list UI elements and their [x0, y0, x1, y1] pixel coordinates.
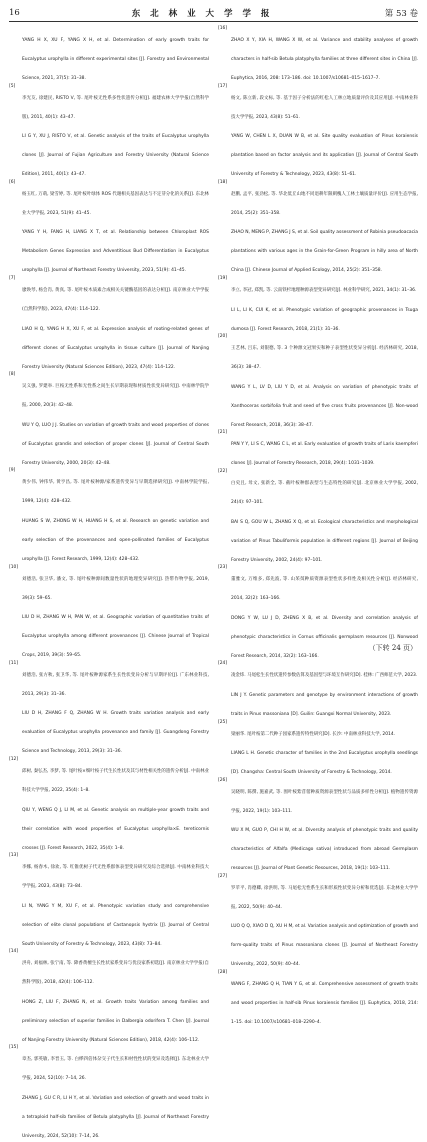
reference-entry — [9, 26, 209, 83]
reference-number: [7] — [9, 275, 16, 281]
reference-text: 章杰, 郭英敏, 李晋玉, 等. 白桦四倍体杂交子代生长和材性性状的变异及选择[J]. 东北林业大学学报, 2024, 52(10): 7–14, 26. — [22, 1057, 209, 1082]
reference-entry — [9, 315, 209, 372]
reference-number: [10] — [9, 564, 19, 570]
reference-entry — [218, 874, 418, 912]
reference-number: [27] — [218, 873, 228, 879]
reference-number: [11] — [9, 660, 19, 666]
reference-entry — [9, 603, 209, 660]
reference-number: [26] — [218, 777, 228, 783]
reference-text: 赵鹏, 孟平, 张劲松, 等. 华北低丘山地不同退耕年限刺槐人工林土壤质量评价[J]. 应用生态学报, 2014, 25(2): 351–358. — [231, 191, 418, 216]
reference-number: [23] — [218, 565, 228, 571]
reference-entry — [218, 739, 418, 777]
reference-entry — [9, 507, 209, 564]
reference-number: [5] — [9, 83, 16, 89]
reference-number: [14] — [9, 949, 19, 955]
reference-text: WANG Y L, LV D, LIU Y D, et al. Analysis on variation of phenotypic traits of Xanthoceras sorbifolia fruit and seed of five cross fruits provenances [J]. Non-wood Forest Research, 2018, 36(3): 38–47. — [231, 384, 418, 428]
reference-number: [20] — [218, 334, 228, 340]
reference-entry — [218, 26, 418, 83]
reference-number: [12] — [9, 756, 19, 762]
reference-entry — [9, 699, 209, 756]
reference-number: [17] — [218, 83, 228, 89]
reference-entry — [9, 411, 209, 468]
reference-entry — [218, 296, 418, 334]
continued-note: （下转 24 页） — [368, 644, 417, 652]
reference-entry — [218, 276, 418, 295]
reference-text: ZHANG J, GU C R, LI H Y, et al. Variation and selection of growth and wood traits in a tetraploid half-sib families of Betula platyphylla [J]. Journal of Northeast Forestry University, 2024, 52(10): 7–14, 26. — [22, 1096, 209, 1140]
reference-entry — [218, 122, 418, 179]
reference-number: [24] — [218, 661, 228, 667]
reference-text: ZHAO N, MENG P, ZHANG J S, et al. Soil quality assessment of Robinia pseudoacacia plantations with various ages in the Grain-for-Green Program in hilly area of North China [J]. Chinese Journal of Applied Ecology, 2014, 25(2): 351–358. — [231, 230, 418, 274]
reference-text: HONG Z, LIU F, ZHANG N, et al. Growth traits Variation among families and preliminary selection of superior families in Dalbergia odorifera T. Chen [J]. Journal of Nanjing Forestry University (Natural Sciences Edition), 2018, 42(4): 106–112. — [22, 999, 209, 1043]
reference-entry — [218, 469, 418, 507]
reference-text: YANG H X, XU F, YANG X H, et al. Determination of early growth traits for Eucalyptus urophylla in different experimental sites [J]. Forestry and Environmental Science, 2021, 37(5): 31–38. — [22, 38, 209, 81]
reference-text: 吴晓明, 陈撰, 施嘉武, 等. 围叶桉紫苜蓿种质资源表型性状与品质多样性分析[J]. 植物遗传资源学报, 2022, 19(1): 103–111. — [231, 789, 418, 814]
reference-text: 白史且, 母文, 张新全, 等. 截叶桉种群表型与生态特性的研究[J]. 北京林业大学学报, 2002, 24(4): 97–101. — [231, 480, 418, 505]
reference-number: [8] — [9, 372, 16, 378]
reference-entry — [9, 276, 209, 314]
reference-text: 罗苹平, 肖德卿, 徐洪明, 等. 马尾松无性系生长和形质性状变异分析和优选[J]. 东北林业大学学报, 2022, 50(9): 40–44. — [231, 885, 418, 910]
reference-text: ZHAO X Y, XIA H, WANG X W, et al. Variance and stability analyses of growth characters in half-sib Betula platyphylla families at three different sites in China [J]. Euphytica, 2016, 208: 173–186. doi: 10.1007/s10681–015–1617–7. — [231, 38, 418, 81]
journal-title: 东 北 林 业 大 学 学 报 — [131, 9, 273, 19]
reference-text: 李立, 李冠, 郑凯, 等. 云南铁杉地理种源表型变异研究[J]. 林业科学研究, 2021, 34(1): 31–36. — [231, 287, 417, 293]
reference-text: 杨文, 陈立新, 段文标, 等. 基于因子分析法的红松人工林立地质量评价及其应用[J]. 中南林业科技大学学报, 2023, 43(8): 51–61. — [231, 95, 418, 120]
reference-text: LI N, YANG Y M, XU F, et al. Phenotypic variation study and comprehensive selection of elite clonal populations of Castanopsis hystrix [J]. Journal of Central South University of Forestry & Technology, 2023, 43(8): 73–84. — [22, 903, 209, 947]
reference-text: 吴义强, 罗建举. 巨桉无性系和无性系之间生长早期表现和材质性状变异研究[J]. 中南林学院学报, 2000, 20(3): 42–48. — [22, 384, 209, 409]
header-rule — [9, 21, 418, 22]
reference-number: [13] — [9, 853, 19, 859]
reference-text: 洪舟, 刘福林, 张宁南, 等. 降香黄檀生长性状家系变异与优良家系初选[J]. 南京林业大学学报(自然科学版), 2018, 42(4): 106–112. — [22, 961, 209, 986]
reference-text: 李娜, 杨春木, 徐欢, 等. 红锥优树子代无性系群体表型变异研究及综合选择[J]. 中南林业科技大学学报, 2023, 43(8): 73–84. — [22, 865, 209, 890]
reference-entry — [9, 757, 209, 795]
reference-text: 董雅文, 万维多, 郑先波, 等. 山茱萸种质资源表型性状多样性及相关性分析[J]. 经济林研究, 2014, 32(2): 163–166. — [231, 577, 418, 602]
reference-entry — [218, 334, 418, 372]
reference-entry — [218, 720, 418, 739]
reference-number: [16] — [218, 26, 228, 31]
reference-text: DONG Y W, LU J D, ZHENG X B, et al. Diversity and correlation analysis of phenotypic characteristics in Cornus officinalis germplasm resources [J]. Nonwood Forest Research, 2014, 32(2): 163–166. — [231, 615, 418, 659]
reference-text: LI L, LI K, CUI K, et al. Phenotypic variation of geographic provenances in Tsuga dumosa [J]. Forest Research, 2018, 21(1): 31–36. — [231, 307, 418, 332]
reference-entry — [218, 565, 418, 603]
reference-number: [9] — [9, 468, 16, 474]
reference-number: [6] — [9, 179, 16, 185]
reference-entry — [9, 122, 209, 179]
reference-entry — [218, 816, 418, 873]
reference-text: LIN J Y. Genetic parameters and genotype by environment interactions of growth traits in Pinus massoniana [D]. Guilin: Guangxi Normal University, 2023. — [231, 692, 418, 717]
reference-text: YANG W, CHEN L X, DUAN W B, et al. Site quality evaluation of Pinus koraiensis plantation based on factor analysis and its application [J]. Journal of Central South University of Forestry & Technology, 2023, 43(8): 51–61. — [231, 134, 418, 178]
reference-number: [21] — [218, 430, 228, 436]
reference-number: [18] — [218, 179, 228, 185]
reference-text: QIU Y, WENG Q J, LI M, et al. Genetic analysis on multiple-year growth traits and their correlation with wood properties of Eucalyptus urophylla×E. tereticornis crosses [J]. Forest Research, 2022, 35(4): 1–8. — [22, 807, 209, 851]
reference-entry — [218, 180, 418, 218]
reference-entry — [9, 661, 209, 699]
reference-text: LIU D H, ZHANG F Q, ZHANG W H. Growth traits variation analysis and early evaluation of Eucalyptus urophylla provenance and family [J]. Guangdong Forestry Science and Technology, 2013, 29(3): 31–36. — [22, 711, 209, 755]
reference-entry — [9, 1045, 209, 1083]
reference-text: HUANG S W, ZHONG W H, HUANG H S, et al. Research on genetic variation and early selection of the provenances and open-pollinated families of Eucalyptus urophylla [J]. Forest Research, 1999, 12(4): 428–432. — [22, 518, 209, 562]
reference-entry — [9, 796, 209, 853]
reference-text: WU X M, GUO P, CHI H W, et al. Diversity analysis of phenotypic traits and quality characteristics of Alfalfa (Medicago sativa) introduced from abroad Germplasm resources [J]. Journal of Plant Genetic Resources, 2018, 19(1): 103–111. — [231, 828, 418, 872]
reference-text: PAN Y Y, LI S C, WANG C L, et al. Early evaluation of growth traits of Larix kaempferi clones [J]. Journal of Forestry Research, 2018, 29(4): 1031–1039. — [231, 442, 418, 467]
reference-text: WU Y Q, LUO J J. Studies on variation of growth traits and wood properties of clones of Eucalyptus grandis and selection of proper clones [J]. Journal of Central South Forestry University, 2000, 20(3): 42–48. — [22, 422, 209, 466]
reference-entry — [9, 565, 209, 603]
reference-entry — [9, 853, 209, 891]
reference-text: LIU D H, ZHANG W H, PAN W, et al. Geographic variation of quantitative traits of Eucalyptus urophylla among different provenances [J]. Chinese Journal of Tropical Crops, 2019, 39(3): 59–65. — [22, 615, 209, 659]
running-header — [9, 6, 418, 20]
reference-text: BAI S Q, GOU W L, ZHANG X Q, et al. Ecological characteristics and morphological variation of Pinus Tabuliformis population in different regions [J]. Journal of Beijing Forestry University, 2002, 24(4): 97–101. — [231, 519, 418, 563]
reference-entry — [9, 1084, 209, 1141]
reference-text: 李光友, 徐建民, RISTO V, 等. 尾叶桉无性系多性状遗传分析[J]. 福建农林大学学报(自然科学版), 2011, 40(1): 43–47. — [22, 95, 209, 120]
page-number: 16 — [9, 8, 20, 18]
reference-number: [28] — [218, 970, 228, 976]
reference-entry — [218, 84, 418, 122]
reference-text: LUO Q Q, XIAO D Q, XU H M, et al. Variation analysis and optimization of growth and form-quality traits of Pinus massoniana clones [J]. Journal of Northeast Forestry University, 2022, 50(9): 40–44. — [231, 924, 418, 968]
reference-entry — [9, 372, 209, 410]
reference-number: [22] — [218, 468, 228, 474]
reference-text: 刘德浩, 张卫华, 潘文, 等. 尾叶桉种源间数量性状的地理变异研究[J]. 热带作物学报, 2019, 39(3): 59–65. — [22, 576, 209, 601]
volume-label: 第 53 卷 — [384, 9, 418, 19]
reference-text: 刘德浩, 张方秋, 张卫华, 等. 尾叶桉种源家系生长性状变异分析与早期评价[J]. 广东林业科技, 2013, 29(3): 31–36. — [22, 672, 209, 697]
reference-entry — [218, 681, 418, 719]
reference-entry — [218, 430, 418, 468]
reference-entry — [218, 218, 418, 275]
reference-text: LI G Y, XU J, RISTO V, et al. Genetic analysis of the traits of Eucalyptus urophylla clones [J]. Journal of Fujian Agriculture and Forestry University (Natural Science Edition), 2011, 40(1): 43–47. — [22, 134, 209, 178]
reference-entry — [9, 949, 209, 987]
reference-entry — [218, 778, 418, 816]
reference-entry — [218, 373, 418, 430]
references-right-column — [218, 26, 418, 1028]
reference-number: [19] — [218, 275, 228, 281]
reference-text: 黄少伟, 钟伟华, 黄亨昌, 等. 尾叶桉种源/家系遗传变异与早期选择研究[J]. 中南林学院学报, 1999, 12(4): 428–432. — [22, 480, 209, 505]
reference-number: [15] — [9, 1045, 19, 1051]
reference-entry — [9, 468, 209, 506]
reference-entry — [218, 508, 418, 565]
reference-text: 邱树, 秦弘杰, 李梦, 等. 尾叶桉×细叶桉子代生长性状及其与材性相关性的遗传分析[J]. 中南林业科技大学学报, 2022, 35(4): 1–8. — [22, 768, 209, 793]
reference-entry — [9, 892, 209, 949]
reference-text: LIAO H Q, YANG H X, XU F, et al. Expression analysis of rooting-related genes of different clones of Eucalyptus urophylla in tissue culture [J]. Journal of Nanjing Forestry University (Natural Sciences Edition), 2023, 47(4): 114–122. — [22, 326, 209, 370]
reference-entry — [9, 988, 209, 1045]
reference-entry — [9, 84, 209, 122]
reference-entry — [9, 180, 209, 218]
references-left-column — [9, 26, 209, 1142]
reference-text: WANG F, ZHANG Q H, TIAN Y G, et al. Comprehensive assessment of growth traits and wood properties in half-sib Pinus koraiensis families [J]. Euphytica, 2018, 214: 1–15. doi: 10.1007/s10681–018–2290–4. — [231, 982, 418, 1026]
reference-text: 王艺林, 吕东, 刘银德, 等. 3 个种源文冠果实和种子表型性状变异分析[J]. 经济林研究, 2018, 36(3): 38–47. — [231, 346, 418, 371]
reference-text: YANG Y H, FANG H, LIANG X T, et al. Relationship between Chloroplast ROS Metabolism Genes Expression and Adventitious Bud Differentiation in Eucalyptus urophylla [J]. Journal of Northeast Forestry University, 2023, 51(9): 41–45. — [22, 230, 209, 274]
reference-number: [25] — [218, 719, 228, 725]
reference-text: LIANG L H. Genetic character of families in the 2nd Eucalyptus urophylla seedlings [D]. Changsha: Central South University of Forestry & Technology, 2014. — [231, 751, 418, 776]
reference-entry — [218, 661, 418, 680]
reference-text: 杨玉红, 万萌, 梁雪婷, 等. 尾叶桉叶绿体 ROS 代谢相关基因表达与不定芽分化的关系[J]. 东北林业大学学报, 2023, 51(9): 41–45. — [22, 191, 209, 216]
reference-text: 梁丽华. 尾叶桉第二代种子园家系遗传特性研究[D]. 长沙: 中南林业科技大学, 2014. — [231, 731, 396, 737]
reference-text: 凌金炜. 马尾松生长性状遗传参数估算及基因型与环境互作研究[D]. 桂林: 广西师范大学, 2023. — [231, 673, 418, 679]
reference-entry — [9, 218, 209, 275]
reference-entry — [218, 912, 418, 969]
reference-text: 廖焕琴, 杨会肖, 黄真, 等. 尾叶桉木质素合成相关关键酶基因的表达分析[J]. 南京林业大学学报(自然科学版), 2023, 47(4): 114–122. — [22, 287, 209, 312]
reference-entry — [218, 970, 418, 1027]
